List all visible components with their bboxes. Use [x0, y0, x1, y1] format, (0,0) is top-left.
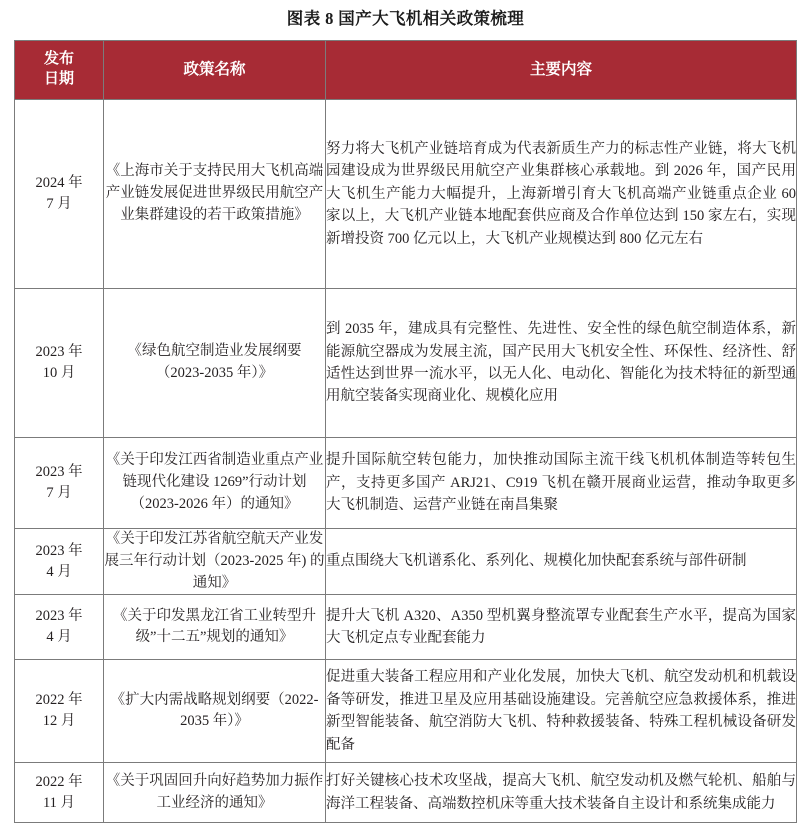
date-month: 4 月	[46, 629, 72, 646]
table-row	[15, 529, 797, 595]
main-content-text: 到 2035 年，建成具有完整性、先进性、安全性的绿色航空制造体系，新能源航空器成为发展主流，国产民用大飞机安全性、环保性、经济性、舒适性达到世界一流水平，以无人化、电动化、智能化为技术特征的新型通用航空装备实现商业化、规模化应用	[326, 321, 796, 405]
column-header-policy-name: 政策名称	[104, 41, 326, 100]
column-header-date	[15, 41, 104, 100]
date-month: 10 月	[42, 365, 76, 381]
cell-policy-name	[104, 660, 326, 763]
policy-name-text: 《关于印发黑龙江省工业转型升级”十二五”规划的通知》	[113, 607, 316, 646]
policy-name-text: 《扩大内需战略规划纲要（2022-2035 年）》	[110, 691, 319, 730]
main-content-text: 打好关键核心技术攻坚战，提高大飞机、航空发动机及燃气轮机、船舶与海洋工程装备、高端数控机床等重大技术装备自主设计和系统集成能力	[326, 773, 796, 812]
table-row	[15, 100, 797, 289]
table-header	[15, 41, 797, 100]
cell-date	[15, 595, 104, 660]
cell-main-content	[326, 595, 797, 660]
policy-name-text: 《上海市关于支持民用大飞机高端产业链发展促进世界级民用航空产业集群建设的若干政策措施》	[105, 163, 324, 223]
column-header-date-line2: 日期	[43, 71, 74, 87]
cell-policy-name	[104, 289, 326, 438]
date-year: 2023 年	[35, 608, 83, 625]
cell-main-content	[326, 529, 797, 595]
table-row	[15, 763, 797, 823]
cell-date	[15, 763, 104, 823]
cell-date	[15, 660, 104, 763]
cell-policy-name	[104, 100, 326, 289]
date-month: 4 月	[46, 563, 72, 580]
date-year: 2022 年	[35, 692, 83, 709]
table-header-row	[15, 41, 797, 100]
date-year: 2023 年	[35, 542, 83, 559]
main-content-text: 重点围绕大飞机谱系化、系列化、规模化加快配套系统与部件研制	[326, 553, 747, 570]
main-content-text: 提升大飞机 A320、A350 型机翼身整流罩专业配套生产水平，提高为国家大飞机定点专业配套能力	[326, 607, 796, 647]
table-body	[15, 100, 797, 823]
cell-policy-name	[104, 595, 326, 660]
cell-main-content	[326, 289, 797, 438]
cell-policy-name	[104, 529, 326, 595]
policy-name-text: 《绿色航空制造业发展纲要（2023-2035 年）》	[127, 343, 302, 381]
cell-main-content	[326, 763, 797, 823]
date-month: 11 月	[42, 794, 76, 811]
policy-name-text: 《关于印发江西省制造业重点产业链现代化建设 1269”行动计划（2023-2026 年）的通知》	[105, 452, 324, 512]
table-row	[15, 438, 797, 529]
cell-policy-name	[104, 763, 326, 823]
date-month: 7 月	[46, 485, 72, 501]
date-year: 2022 年	[35, 773, 83, 790]
policy-table	[14, 40, 797, 823]
main-content-text: 努力将大飞机产业链培育成为代表新质生产力的标志性产业链，将大飞机园建设成为世界级民用航空产业集群核心承载地。到 2026 年，国产民用大飞机生产能力大幅提升，上海新增引育大飞机高端产业链重点企业 60 家以上，大飞机产业链本地配套供应商及合作单位达到 150 家左右，实现新增投资 700 亿元以上，大飞机产业规模达到 800 亿元左右	[326, 140, 796, 247]
cell-main-content	[326, 100, 797, 289]
date-month: 7 月	[46, 196, 72, 212]
policy-name-text: 《关于印发江苏省航空航天产业发展三年行动计划（2023-2025 年) 的通知》	[104, 531, 325, 591]
table-row	[15, 289, 797, 438]
date-year: 2023 年	[35, 463, 83, 480]
column-header-main-content: 主要内容	[326, 41, 797, 100]
date-year: 2024 年	[35, 174, 83, 191]
policy-name-text: 《关于巩固回升向好趋势加力振作工业经济的通知》	[105, 773, 324, 811]
cell-main-content	[326, 438, 797, 529]
table-row	[15, 660, 797, 763]
main-content-text: 提升国际航空转包能力，加快推动国际主流干线飞机机体制造等转包生产，支持更多国产 ARJ21、C919 飞机在赣开展商业运营，推动争取更多大飞机制造、运营产业链在南昌集聚	[326, 452, 796, 514]
page-title: 图表 8 国产大飞机相关政策梳理	[286, 9, 525, 28]
date-month: 12 月	[42, 713, 76, 730]
main-content-text: 促进重大装备工程应用和产业化发展，加快大飞机、航空发动机和机载设备等研发，推进卫星及应用基础设施建设。完善航空应急救援体系，推进新型智能装备、航空消防大飞机、特种救援装备、特殊工程机械设备研发配备	[326, 669, 796, 753]
column-header-date-line1: 发布	[43, 51, 74, 68]
cell-main-content	[326, 660, 797, 763]
cell-policy-name	[104, 438, 326, 529]
cell-date	[15, 289, 104, 438]
cell-date	[15, 529, 104, 595]
date-year: 2023 年	[35, 343, 83, 360]
cell-date	[15, 438, 104, 529]
table-row	[15, 595, 797, 660]
cell-date	[15, 100, 104, 289]
